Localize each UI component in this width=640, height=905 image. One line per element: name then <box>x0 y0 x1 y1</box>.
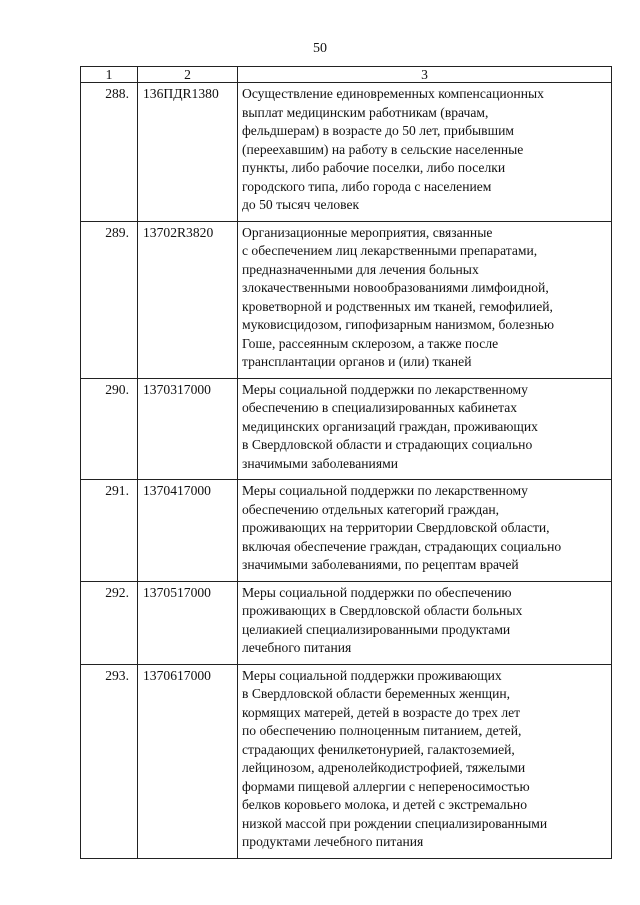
row-number: 291. <box>81 480 138 582</box>
row-number: 292. <box>81 581 138 664</box>
row-description <box>238 378 612 480</box>
table-row <box>81 581 612 664</box>
description-line: предназначенными для лечения больных <box>242 261 479 277</box>
budget-code: 1370617000 <box>138 664 238 858</box>
row-description <box>238 664 612 858</box>
row-number: 289. <box>81 221 138 378</box>
budget-code: 1370417000 <box>138 480 238 582</box>
description-line: Организационные мероприятия, связанные <box>242 224 493 240</box>
description-line: низкой массой при рождении специализированными <box>242 815 548 831</box>
table-row <box>81 664 612 858</box>
description-line: проживающих в Свердловской области больных <box>242 603 523 618</box>
description-line: значимыми заболеваниями, по рецептам врачей <box>242 557 519 572</box>
description-line: страдающих фенилкетонурией, галактоземией, <box>242 741 515 757</box>
description-line: Осуществление единовременных компенсационных <box>242 86 544 101</box>
description-line: трансплантации органов и (или) тканей <box>242 354 472 369</box>
table-row <box>81 83 612 222</box>
row-description <box>238 83 612 222</box>
budget-code: 1370317000 <box>138 378 238 480</box>
description-line: пункты, либо рабочие поселки, либо поселки <box>242 160 506 175</box>
description-line: медицинских организаций граждан, проживающих <box>242 418 538 434</box>
description-line: (переехавшим) на работу в сельские населенные <box>242 141 524 157</box>
description-line: по обеспечению полноценным питанием, детей, <box>242 723 522 738</box>
description-line: кроветворной и родственных им тканей, гемофилией, <box>242 298 553 314</box>
budget-code: 1370517000 <box>138 581 238 664</box>
description-line: муковисцидозом, гипофизарным нанизмом, болезнью <box>242 317 555 332</box>
budget-table <box>80 66 612 859</box>
table-row <box>81 221 612 378</box>
budget-code: 136ПДR1380 <box>138 83 238 222</box>
description-line: Меры социальной поддержки по лекарственному <box>242 483 528 498</box>
column-header-3: 3 <box>238 67 612 83</box>
description-line: злокачественными новообразованиями лимфоидной, <box>242 280 549 295</box>
budget-code: 13702R3820 <box>138 221 238 378</box>
row-number: 288. <box>81 83 138 222</box>
row-description <box>238 581 612 664</box>
description-line: значимыми заболеваниями <box>242 455 398 471</box>
description-line: обеспечению в специализированных кабинетах <box>242 400 518 415</box>
description-line: выплат медицинским работникам (врачам, <box>242 104 489 120</box>
column-header-2: 2 <box>138 67 238 83</box>
row-description <box>238 480 612 582</box>
description-line: формами пищевой аллергии с непереносимостью <box>242 778 530 794</box>
row-number: 290. <box>81 378 138 480</box>
description-line: включая обеспечение граждан, страдающих социально <box>242 538 562 554</box>
description-line: Меры социальной поддержки по лекарственному <box>242 381 528 397</box>
description-line: городского типа, либо города с населением <box>242 178 492 194</box>
page-number: 50 <box>313 41 327 56</box>
description-line: в Свердловской области беременных женщин, <box>242 686 511 701</box>
description-line: продуктами лечебного питания <box>242 834 424 849</box>
table-row <box>81 378 612 480</box>
description-line: проживающих на территории Свердловской области, <box>242 520 550 535</box>
description-line: до 50 тысяч человек <box>242 197 360 212</box>
description-line: обеспечению отдельных категорий граждан, <box>242 501 500 517</box>
table-header-row <box>81 67 612 83</box>
column-header-1: 1 <box>81 67 138 83</box>
description-line: Гоше, рассеянным склерозом, а также после <box>242 335 499 351</box>
description-line: с обеспечением лиц лекарственными препаратами, <box>242 243 538 258</box>
description-line: Меры социальной поддержки проживающих <box>242 667 502 683</box>
description-line: лечебного питания <box>242 640 352 655</box>
description-line: в Свердловской области и страдающих социально <box>242 437 533 452</box>
description-line: лейцинозом, адренолейкодистрофией, тяжелыми <box>242 760 526 775</box>
table-row <box>81 480 612 582</box>
description-line: кормящих матерей, детей в возрасте до трех лет <box>242 704 521 720</box>
row-description <box>238 221 612 378</box>
description-line: целиакией специализированными продуктами <box>242 621 511 637</box>
description-line: Меры социальной поддержки по обеспечению <box>242 584 512 600</box>
description-line: белков коровьего молока, и детей с экстремально <box>242 797 527 812</box>
row-number: 293. <box>81 664 138 858</box>
description-line: фельдшерам) в возрасте до 50 лет, прибывшим <box>242 123 514 138</box>
